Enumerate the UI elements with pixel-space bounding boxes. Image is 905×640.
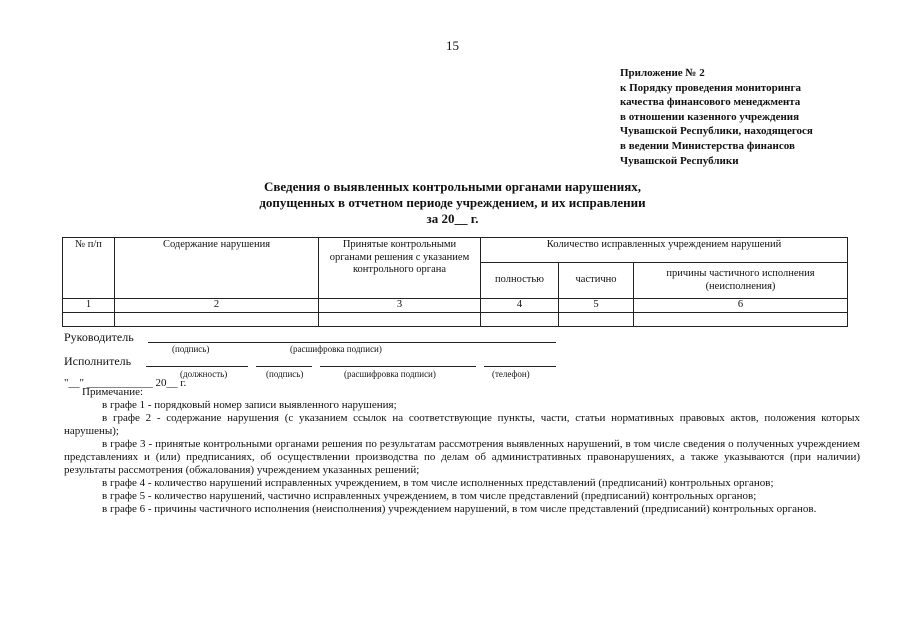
header-content: Содержание нарушения bbox=[115, 238, 319, 299]
header-num: № п/п bbox=[63, 238, 115, 299]
head-caption-sign: (подпись) bbox=[172, 344, 210, 354]
header-corrected: Количество исправленных учреждением нарушений bbox=[481, 238, 848, 263]
header-decisions: Принятые контрольными органами решения с указанием контрольного органа bbox=[319, 238, 481, 299]
column-numbers-row bbox=[63, 299, 848, 313]
appendix-line: в ведении Министерства финансов bbox=[620, 139, 795, 152]
violations-table bbox=[62, 237, 848, 327]
executor-phone-line bbox=[484, 366, 556, 367]
executor-label: Исполнитель bbox=[64, 354, 132, 368]
executor-caption-name: (расшифровка подписи) bbox=[344, 369, 436, 379]
executor-caption-position: (должность) bbox=[180, 369, 228, 379]
column-number: 3 bbox=[319, 299, 481, 313]
appendix-line: Чувашской Республики bbox=[620, 154, 739, 167]
appendix-line: качества финансового менеджмента bbox=[620, 96, 801, 109]
page-number: 15 bbox=[446, 38, 459, 53]
head-signature-line bbox=[148, 342, 556, 343]
executor-caption-sign: (подпись) bbox=[266, 369, 304, 379]
notes-section bbox=[64, 386, 860, 516]
title-line: допущенных в отчетном периоде учреждением, и их исправлении bbox=[259, 195, 646, 210]
note-item: в графе 5 - количество нарушений, частично исправленных учреждением, в том числе представлений (предписаний) контрольных органов; bbox=[102, 490, 757, 502]
appendix-header bbox=[620, 66, 813, 168]
column-number: 1 bbox=[63, 299, 115, 313]
appendix-line: к Порядку проведения мониторинга bbox=[620, 81, 801, 94]
column-number: 2 bbox=[115, 299, 319, 313]
column-number: 4 bbox=[481, 299, 559, 313]
note-item: в графе 6 - причины частичного исполнения (неисполнения) учреждением нарушений, в том числе представлений (предписаний) контрольных органов. bbox=[102, 503, 817, 515]
executor-sign-line bbox=[256, 366, 312, 367]
head-label: Руководитель bbox=[64, 330, 134, 344]
note-item: в графе 2 - содержание нарушения (с указанием ссылок на соответствующие пункты, части, статьи нормативных правовых актов, положения которых нарушены); bbox=[64, 412, 860, 437]
executor-name-line bbox=[320, 366, 476, 367]
note-item: в графе 3 - принятые контрольными органами решения по результатам рассмотрения выявленных нарушений, в том числе сведения о полученных учреждением представлениях и (или) предписаниях, об осуществлении производства по делам об административных правонарушениях, а также указываются (при наличии) результаты рассмотрения (обжалования) учреждением указанных решений; bbox=[64, 438, 860, 476]
table-row bbox=[63, 313, 848, 327]
executor-caption-phone: (телефон) bbox=[492, 369, 530, 379]
header-full: полностью bbox=[481, 263, 559, 299]
head-caption-name: (расшифровка подписи) bbox=[290, 344, 382, 354]
notes-heading: Примечание: bbox=[82, 386, 144, 398]
executor-position-line bbox=[146, 366, 248, 367]
date-line: "__" ____________ 20__ г. bbox=[64, 377, 187, 389]
appendix-line: Чувашской Республики, находящегося bbox=[620, 125, 813, 138]
header-reasons: причины частичного исполнения (неисполнения) bbox=[634, 263, 848, 299]
note-item: в графе 4 - количество нарушений исправленных учреждением, в том числе исполненных представлений (предписаний) контрольных органов; bbox=[102, 477, 774, 489]
column-number: 6 bbox=[634, 299, 848, 313]
header-partial: частично bbox=[559, 263, 634, 299]
title-line: за 20__ г. bbox=[426, 211, 479, 226]
appendix-line: в отношении казенного учреждения bbox=[620, 110, 800, 123]
document-title bbox=[0, 179, 905, 227]
note-item: в графе 1 - порядковый номер записи выявленного нарушения; bbox=[102, 399, 397, 411]
title-line: Сведения о выявленных контрольными органами нарушениях, bbox=[264, 179, 641, 194]
appendix-line: Приложение № 2 bbox=[620, 67, 705, 79]
column-number: 5 bbox=[559, 299, 634, 313]
